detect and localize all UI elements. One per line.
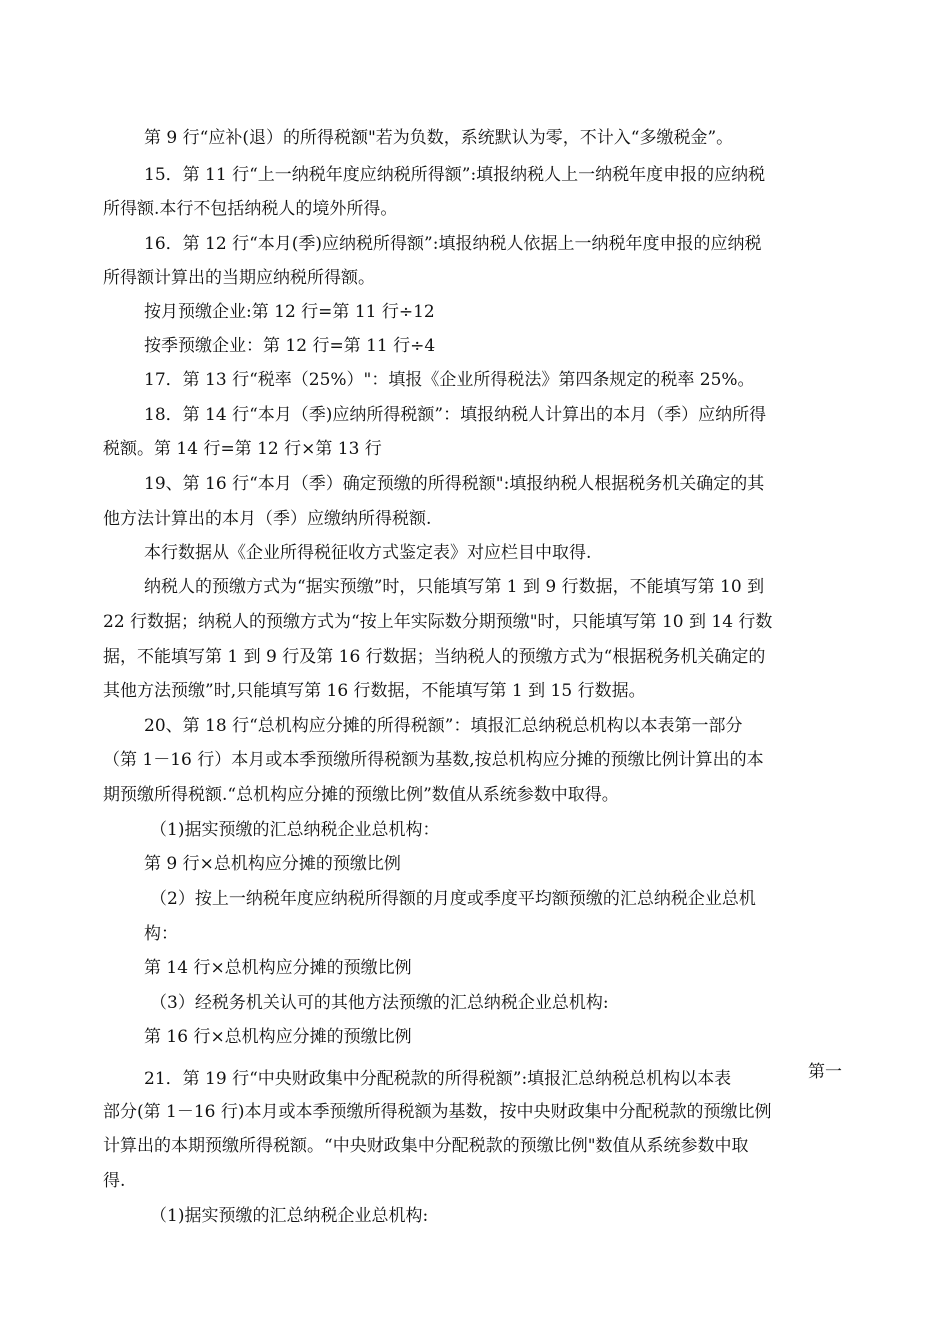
text-line: 所得额计算出的当期应纳税所得额。 (103, 268, 375, 288)
text-line: 构： (144, 924, 178, 944)
text-line: 15．第 11 行“上一纳税年度应纳税所得额”:填报纳税人上一纳税年度申报的应纳税 (144, 165, 766, 185)
text-line: 第 14 行×总机构应分摊的预缴比例 (144, 958, 412, 978)
text-line: （2）按上一纳税年度应纳税所得额的月度或季度平均额预缴的汇总纳税企业总机 (150, 889, 756, 909)
text-line: （1)据实预缴的汇总纳税企业总机构: (150, 1206, 429, 1226)
text-line: 20、第 18 行“总机构应分摊的所得税额”：填报汇总纳税总机构以本表第一部分 (144, 716, 743, 736)
text-line: 17．第 13 行“税率（25%）"：填报《企业所得税法》第四条规定的税率 25%。 (144, 370, 755, 390)
text-line: 计算出的本期预缴所得税额。“中央财政集中分配税款的预缴比例"数值从系统参数中取 (103, 1136, 749, 1156)
text-line: 期预缴所得税额.“总机构应分摊的预缴比例”数值从系统参数中取得。 (103, 785, 619, 805)
text-line: 他方法计算出的本月（季）应缴纳所得税额. (103, 509, 432, 529)
text-line: 第 9 行“应补(退）的所得税额"若为负数，系统默认为零，不计入“多缴税金”。 (144, 128, 734, 148)
text-line: （3）经税务机关认可的其他方法预缴的汇总纳税企业总机构: (150, 993, 609, 1013)
text-line: 19、第 16 行“本月（季）确定预缴的所得税额":填报纳税人根据税务机关确定的其 (144, 474, 765, 494)
text-line: 部分(第 1－16 行)本月或本季预缴所得税额为基数，按中央财政集中分配税款的预缴比例 (103, 1102, 772, 1122)
text-line: 21．第 19 行“中央财政集中分配税款的所得税额”:填报汇总纳税总机构以本表 (144, 1069, 732, 1089)
text-line: 据，不能填写第 1 到 9 行及第 16 行数据；当纳税人的预缴方式为“根据税务机关确定的 (103, 647, 766, 667)
text-line: 按月预缴企业:第 12 行=第 11 行÷12 (144, 302, 435, 322)
text-line: 本行数据从《企业所得税征收方式鉴定表》对应栏目中取得. (144, 543, 592, 563)
text-line: 其他方法预缴”时,只能填写第 16 行数据，不能填写第 1 到 15 行数据。 (103, 681, 646, 701)
text-line: 16．第 12 行“本月(季)应纳税所得额”:填报纳税人依据上一纳税年度申报的应纳税 (144, 234, 762, 254)
text-line: 得. (103, 1171, 126, 1191)
text-line: 税额。第 14 行=第 12 行×第 13 行 (103, 439, 382, 459)
text-line: 18．第 14 行“本月（季)应纳所得税额”：填报纳税人计算出的本月（季）应纳所得 (144, 405, 767, 425)
text-line: （第 1－16 行）本月或本季预缴所得税额为基数,按总机构应分摊的预缴比例计算出的本 (103, 750, 764, 770)
text-line: 第 16 行×总机构应分摊的预缴比例 (144, 1027, 412, 1047)
text-line: （1)据实预缴的汇总纳税企业总机构： (150, 820, 440, 840)
text-fragment: 第一 (808, 1062, 842, 1082)
text-line: 所得额.本行不包括纳税人的境外所得。 (103, 199, 398, 219)
text-line: 纳税人的预缴方式为“据实预缴”时，只能填写第 1 到 9 行数据，不能填写第 10 到 (144, 577, 765, 597)
text-line: 按季预缴企业：第 12 行=第 11 行÷4 (144, 336, 436, 356)
text-line: 22 行数据；纳税人的预缴方式为“按上年实际数分期预缴"时，只能填写第 10 到 14 行数 (103, 612, 773, 632)
text-line: 第 9 行×总机构应分摊的预缴比例 (144, 854, 401, 874)
